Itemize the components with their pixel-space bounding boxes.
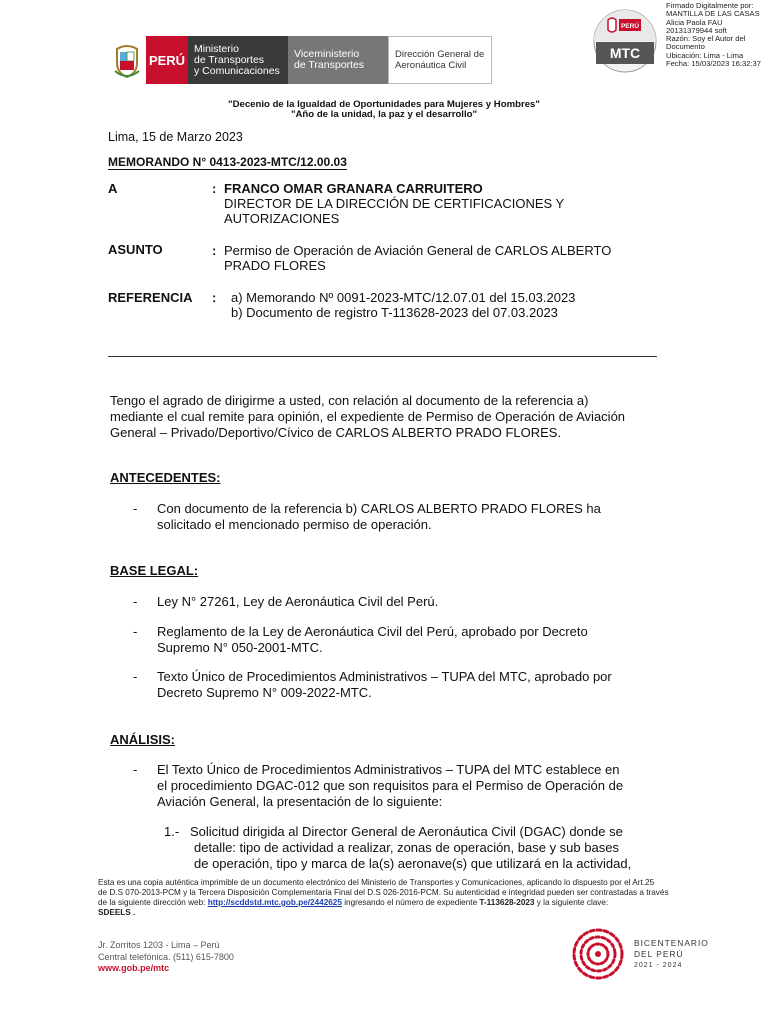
intro-paragraph: Tengo el agrado de dirigirme a usted, con relación al documento de la referencia a) mediante el cual remite para opinión, el expediente de Permiso de Operación de Aviación General – Privado/Deportivo/Cívico de CARLOS ALBERTO PRADO FLORES. (110, 393, 626, 440)
verification-link[interactable]: http://scddstd.mtc.gob.pe/2442625 (207, 898, 342, 907)
antecedente-item: Con documento de la referencia b) CARLOS ALBERTO PRADO FLORES ha solicitado el mencionado permiso de operación. (157, 501, 601, 532)
antecedentes-heading: ANTECEDENTES: (110, 470, 221, 485)
requirement-item: Solicitud dirigida al Director General de Aeronáutica Civil (DGAC) donde se detalle: tipo de actividad a realizar, zonas de operación, base y sub bases de operación, tipo y marca de la(s) aeronave(s) que utilizará en la actividad, (190, 824, 632, 871)
mtc-seal-icon (592, 8, 658, 74)
analisis-heading: ANÁLISIS: (110, 732, 175, 747)
svg-text:PERÚ: PERÚ (620, 23, 640, 30)
ministry-label: Ministerio de Transportes y Comunicaciones (188, 36, 288, 84)
separator-line (108, 356, 657, 357)
direction-label: Dirección General de Aeronáutica Civil (388, 36, 492, 84)
website-link[interactable]: www.gob.pe/mtc (98, 963, 170, 973)
base-legal-heading: BASE LEGAL: (110, 563, 199, 578)
bullet-dash: - (133, 762, 138, 777)
bicentenario-text: BICENTENARIO DEL PERÚ 2021 - 2024 (634, 938, 709, 969)
base-legal-item: Ley N° 27261, Ley de Aeronáutica Civil del Perú. (157, 594, 439, 609)
svg-text:MTC: MTC (609, 45, 641, 61)
to-label: A (108, 181, 118, 196)
ministry-address: Jr. Zorritos 1203 - Lima – Perú Central telefónica. (511) 615-7800 www.gob.pe/mtc (98, 940, 234, 973)
authenticity-note: Esta es una copia auténtica imprimible de un documento electrónico del Ministerio de Transportes y Comunicaciones, aplicando lo dispuesto por el Art.25 de D.S 070-2013-PCM y la Tercera Disposición Complementaria Final del D.S 026-2016-PCM. Su autenticidad e integridad pueden ser contrastadas a través de la siguiente dirección web: http://scddstd.mtc.gob.pe/2442625 ingresando el número de expediente T-113628-2023 y la siguiente clave: SDEELS . (98, 878, 669, 917)
expediente-number: T-113628-2023 (479, 898, 535, 907)
to-colon: : (212, 181, 217, 196)
memo-number: MEMORANDO N° 0413-2023-MTC/12.00.03 (108, 155, 347, 169)
reference-list: a) Memorando Nº 0091-2023-MTC/12.07.01 del 15.03.2023 b) Documento de registro T-113628-2023 del 07.03.2023 (231, 290, 576, 320)
bullet-dash: - (133, 624, 138, 639)
subject-label: ASUNTO (108, 242, 163, 257)
verification-key: SDEELS . (98, 908, 136, 917)
gov-header-logo (108, 36, 492, 84)
bullet-dash: - (133, 501, 138, 516)
peru-label: PERÚ (146, 36, 188, 84)
memo-date: Lima, 15 de Marzo 2023 (108, 130, 243, 144)
base-legal-item: Reglamento de la Ley de Aeronáutica Civil del Perú, aprobado por Decreto Supremo N° 050-2001-MTC. (157, 624, 588, 655)
to-title: DIRECTOR DE LA DIRECCIÓN DE CERTIFICACIONES Y AUTORIZACIONES (224, 196, 565, 226)
decade-slogans: "Decenio de la Igualdad de Oportunidades para Mujeres y Hombres" "Año de la unidad, la paz y el desarrollo" (228, 99, 540, 120)
to-name: FRANCO OMAR GRANARA CARRUITERO (224, 181, 483, 196)
bullet-dash: - (133, 669, 138, 684)
bullet-dash: - (133, 594, 138, 609)
requirement-number: 1.- (164, 824, 180, 839)
coat-of-arms-icon (108, 36, 146, 84)
reference-label: REFERENCIA (108, 290, 193, 305)
reference-colon: : (212, 290, 217, 305)
base-legal-item: Texto Único de Procedimientos Administrativos – TUPA del MTC, aprobado por Decreto Supremo N° 009-2022-MTC. (157, 669, 612, 700)
subject-colon: : (212, 243, 217, 258)
viceministry-label: Viceministerio de Transportes (288, 36, 388, 84)
subject-text: Permiso de Operación de Aviación General de CARLOS ALBERTO PRADO FLORES (224, 243, 612, 273)
digital-signature-info: Firmado Digitalmente por: MANTILLA DE LAS CASAS Alicia Paola FAU 20131379944 soft Razón: Soy el Autor del Documento Ubicación: Lima - Lima Fecha: 15/03/2023 16:32:37 (666, 1, 761, 69)
analisis-item: El Texto Único de Procedimientos Administrativos – TUPA del MTC establece en el procedimiento DGAC-012 que son requisitos para el Permiso de Operación de Aviación General, la presentación de lo siguiente: (157, 762, 624, 809)
